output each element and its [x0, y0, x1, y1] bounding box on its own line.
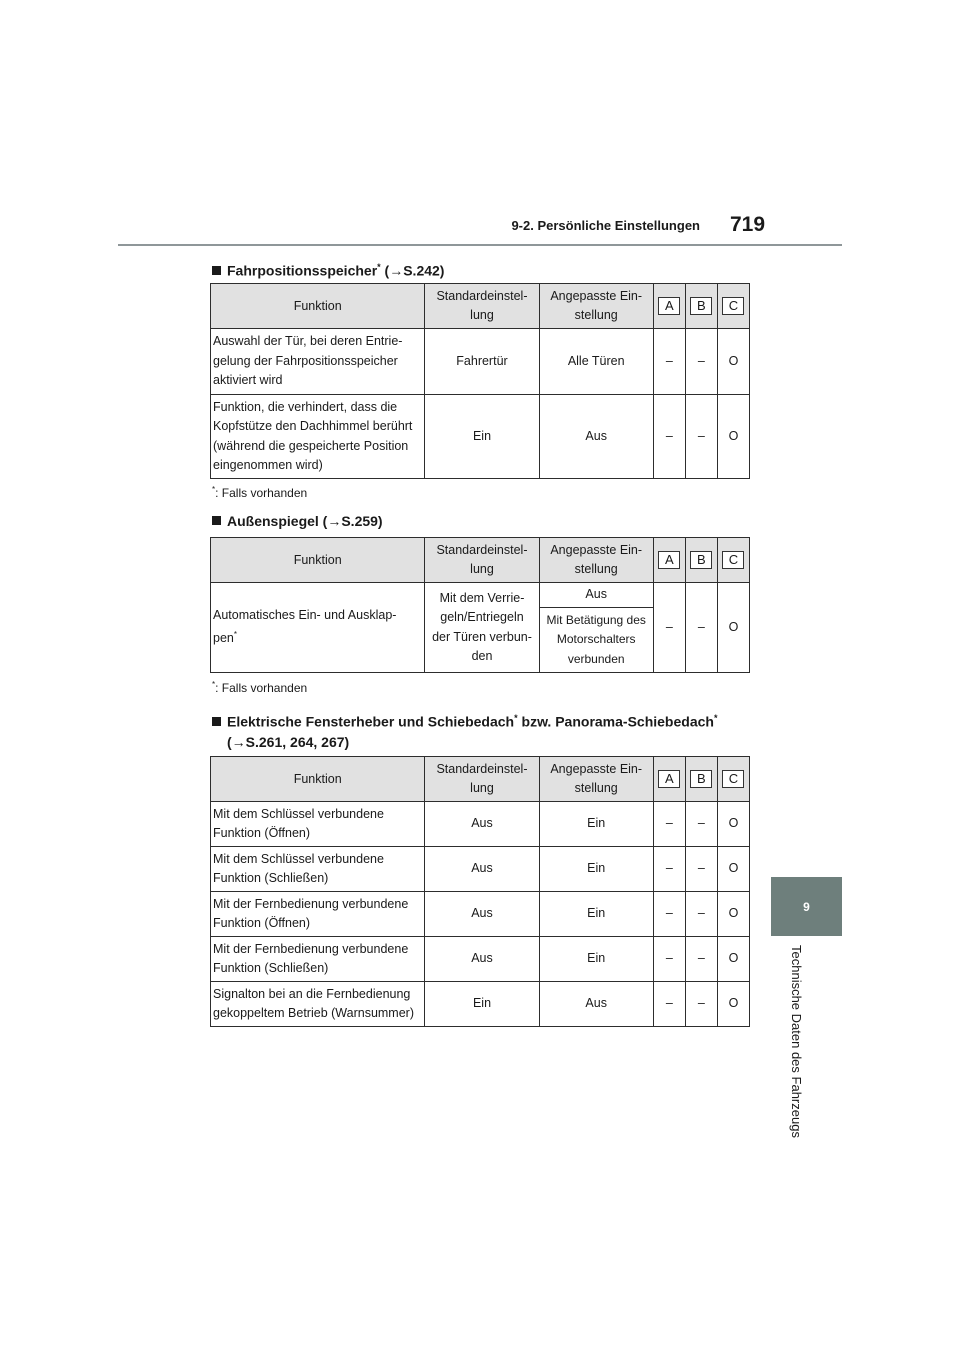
cell-standard: Mit dem Verrie- geln/Entriegeln der Türen verbun- den — [425, 583, 539, 673]
box-b: B — [690, 770, 712, 788]
table-row — [211, 982, 750, 1027]
table-driving-position — [210, 283, 750, 479]
header-c — [717, 757, 749, 802]
square-bullet-icon — [212, 516, 221, 525]
cell-b: – — [685, 847, 717, 892]
cell-function — [211, 583, 425, 673]
cell-a: – — [653, 583, 685, 673]
header-custom: Angepasste Ein- stellung — [539, 284, 653, 329]
table-mirrors — [210, 537, 750, 673]
box-c: C — [722, 297, 744, 315]
box-c: C — [722, 770, 744, 788]
box-c: C — [722, 551, 744, 569]
cell-c: O — [717, 395, 749, 479]
header-custom: Angepasste Ein- stellung — [539, 538, 653, 583]
cell-b: – — [685, 583, 717, 673]
footnote-marker: * — [233, 630, 237, 640]
cell-custom: Aus — [539, 982, 653, 1027]
cell-c: O — [717, 892, 749, 937]
table-row — [211, 329, 750, 395]
cell-function: Mit dem Schlüssel verbundene Funktion (Schließen) — [211, 847, 425, 892]
header-c — [717, 538, 749, 583]
cell-function: Mit der Fernbedienung verbundene Funktion (Schließen) — [211, 937, 425, 982]
box-a: A — [658, 551, 680, 569]
cell-function: Signalton bei an die Fernbedienung gekoppeltem Betrieb (Warnsummer) — [211, 982, 425, 1027]
header-b — [685, 757, 717, 802]
cell-a: – — [653, 329, 685, 395]
cell-custom: Ein — [539, 847, 653, 892]
cell-custom: Alle Türen — [539, 329, 653, 395]
cell-c: O — [717, 982, 749, 1027]
table-row — [211, 937, 750, 982]
box-a: A — [658, 770, 680, 788]
box-b: B — [690, 551, 712, 569]
box-b: B — [690, 297, 712, 315]
cell-b: – — [685, 982, 717, 1027]
header-function: Funktion — [211, 538, 425, 583]
page-number: 719 — [730, 213, 766, 236]
cell-function: Mit dem Schlüssel verbundene Funktion (Öffnen) — [211, 802, 425, 847]
header-b — [685, 538, 717, 583]
footnote: *: Falls vorhanden — [212, 485, 308, 500]
cell-standard: Aus — [425, 892, 539, 937]
section-heading-driving-position — [212, 257, 444, 281]
header-function: Funktion — [211, 757, 425, 802]
table-row — [211, 802, 750, 847]
table-row — [211, 847, 750, 892]
cell-standard: Ein — [425, 395, 539, 479]
chapter-label — [786, 945, 806, 1155]
chapter-title: Technische Daten des Fahrzeugs — [789, 945, 804, 1138]
header-custom: Angepasste Ein- stellung — [539, 757, 653, 802]
footnote-marker: * — [212, 680, 216, 689]
header-divider — [118, 244, 842, 246]
footnote-marker: * — [713, 713, 718, 723]
cell-c: O — [717, 937, 749, 982]
cell-b: – — [685, 802, 717, 847]
heading-ref: (→S.261, 264, 267) — [227, 733, 350, 750]
cell-a: – — [653, 395, 685, 479]
cell-c: O — [717, 847, 749, 892]
footnote-marker: * — [377, 262, 381, 272]
heading-text: Fahrpositionsspeicher — [227, 262, 378, 279]
function-text: Automatisches Ein- und Ausklap- pen — [213, 607, 397, 646]
header-standard: Standardeinstel- lung — [425, 284, 539, 329]
section-heading-windows — [212, 708, 717, 752]
table-windows — [210, 756, 750, 1027]
table-row — [211, 583, 750, 608]
cell-b: – — [685, 937, 717, 982]
header-standard: Standardeinstel- lung — [425, 538, 539, 583]
square-bullet-icon — [212, 266, 221, 275]
table-header-row — [211, 757, 750, 802]
cell-b: – — [685, 329, 717, 395]
cell-b: – — [685, 892, 717, 937]
heading-text: Außenspiegel (→S.259) — [227, 513, 383, 529]
heading-ref: (→S.242) — [380, 262, 445, 279]
section-title: 9-2. Persönliche Einstellungen — [511, 218, 700, 233]
cell-a: – — [653, 937, 685, 982]
cell-function: Mit der Fernbedienung verbundene Funktion (Öffnen) — [211, 892, 425, 937]
cell-c: O — [717, 329, 749, 395]
table-row — [211, 892, 750, 937]
footnote-marker: * — [514, 713, 518, 723]
cell-standard: Aus — [425, 937, 539, 982]
header-c — [717, 284, 749, 329]
header-a — [653, 538, 685, 583]
box-a: A — [658, 297, 680, 315]
chapter-number: 9 — [803, 899, 810, 914]
table-header-row — [211, 538, 750, 583]
header-a — [653, 284, 685, 329]
cell-a: – — [653, 847, 685, 892]
table-header-row — [211, 284, 750, 329]
section-heading-mirrors — [212, 511, 383, 531]
chapter-tab — [771, 877, 842, 936]
cell-c: O — [717, 583, 749, 673]
cell-c: O — [717, 802, 749, 847]
cell-custom: Aus — [539, 395, 653, 479]
header-function: Funktion — [211, 284, 425, 329]
cell-standard: Ein — [425, 982, 539, 1027]
heading-text: Elektrische Fensterheber und Schiebedach — [227, 713, 515, 730]
cell-standard: Aus — [425, 847, 539, 892]
cell-custom: Ein — [539, 802, 653, 847]
cell-a: – — [653, 892, 685, 937]
footnote: *: Falls vorhanden — [212, 680, 308, 695]
cell-custom: Ein — [539, 892, 653, 937]
square-bullet-icon — [212, 717, 221, 726]
heading-text-2: bzw. Panorama-Schiebedach — [517, 713, 714, 730]
header-b — [685, 284, 717, 329]
cell-standard: Aus — [425, 802, 539, 847]
header-standard: Standardeinstel- lung — [425, 757, 539, 802]
footnote-text: Falls vorhanden — [221, 486, 308, 500]
cell-b: – — [685, 395, 717, 479]
cell-custom-1: Aus — [539, 583, 653, 608]
table-row — [211, 395, 750, 479]
cell-custom-2: Mit Betätigung des Motorschalters verbunden — [539, 608, 653, 673]
cell-a: – — [653, 802, 685, 847]
cell-function: Funktion, die verhindert, dass die Kopfstütze den Dachhimmel berührt (während die gespeicherte Position eingenommen wird) — [211, 395, 425, 479]
footnote-marker: * — [212, 485, 216, 494]
cell-function: Auswahl der Tür, bei deren Entrie- gelung der Fahrpositionsspeicher aktiviert wird — [211, 329, 425, 395]
cell-custom: Ein — [539, 937, 653, 982]
header-a — [653, 757, 685, 802]
cell-a: – — [653, 982, 685, 1027]
cell-standard: Fahrertür — [425, 329, 539, 395]
footnote-text: Falls vorhanden — [221, 681, 308, 695]
